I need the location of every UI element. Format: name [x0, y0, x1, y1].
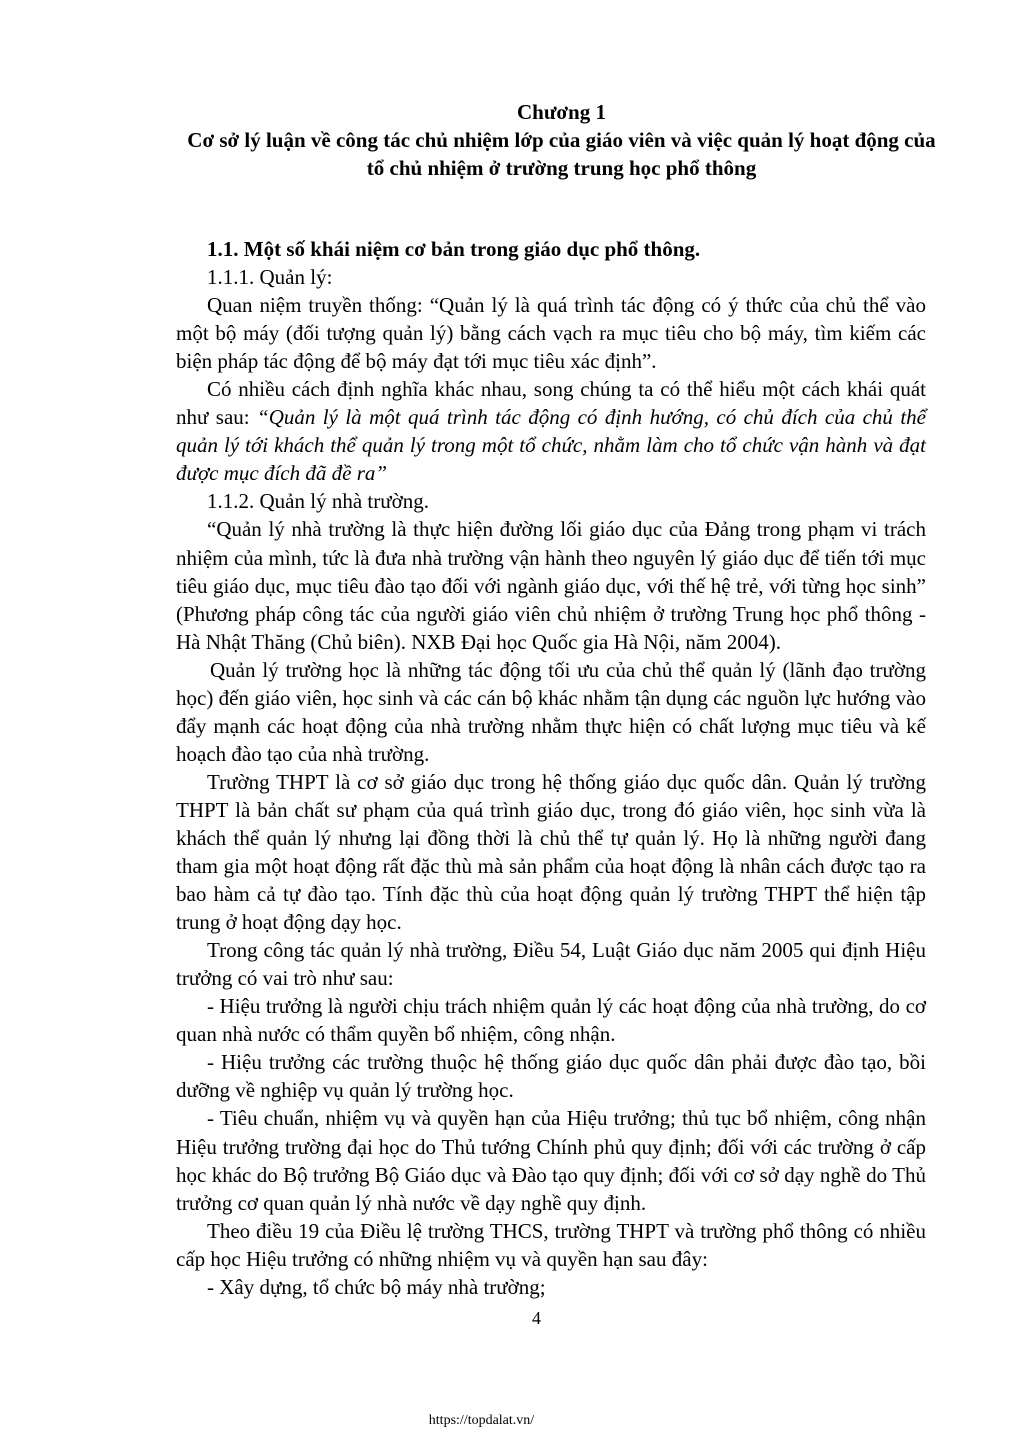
chapter-title [50, 126, 1023, 182]
footer-url[interactable]: https://topdalat.vn/ [428, 1413, 535, 1428]
paragraph-definition [176, 375, 926, 487]
paragraph: “Quản lý nhà trường là thực hiện đường lối giáo dục của Đảng trong phạm vi trách nhiệm của mình, tức là đưa nhà trường vận hành theo nguyên lý giáo dục để tiến tới mục tiêu giáo dục, mục tiêu đào tạo đối với ngành giáo dục, với thế hệ trẻ, với từng học sinh” (Phương pháp công tác của người giáo viên chủ nhiệm ở trường Trung học phổ thông - Hà Nhật Thăng (Chủ biên). NXB Đại học Quốc gia Hà Nội, năm 2004). [176, 517, 926, 654]
list-item: - Hiệu trưởng các trường thuộc hệ thống giáo dục quốc dân phải được đào tạo, bồi dưỡng về nghiệp vụ quản lý trường học. [176, 1050, 926, 1103]
paragraph: Quản lý trường học là những tác động tối ưu của chủ thể quản lý (lãnh đạo trường học) đến giáo viên, học sinh và các cán bộ khác nhằm tận dụng các nguồn lực hướng vào đẩy mạnh các hoạt động của nhà trường nhằm thực hiện có chất lượng mục tiêu và kế hoạch đào tạo của nhà trường. [176, 657, 926, 766]
section-heading: 1.1. Một số khái niệm cơ bản trong giáo dục phổ thông. [207, 237, 701, 261]
list-item: - Xây dựng, tổ chức bộ máy nhà trường; [207, 1274, 546, 1299]
definition-quote: “Quản lý là một quá trình tác động có định hướng, có chủ đích của chủ thể quản lý tới khách thể quản lý trong một tổ chức, nhằm làm cho tổ chức vận hành và đạt được mục đích đã đề ra” [176, 405, 926, 486]
chapter-title-text: Cơ sở lý luận về công tác chủ nhiệm lớp của giáo viên và việc quản lý hoạt động của tổ chủ nhiệm ở trường trung học phổ thông [187, 128, 936, 180]
chapter-number: Chương 1 [516, 100, 606, 124]
definition-lead: Có nhiều cách định nghĩa khác nhau, song chúng ta có thể hiểu một cách khái quát như sau: [176, 377, 926, 430]
list-item: - Tiêu chuẩn, nhiệm vụ và quyền hạn của Hiệu trưởng; thủ tục bổ nhiệm, công nhận Hiệu trưởng trường đại học do Thủ tướng Chính phủ quy định; đối với các trường ở cấp học khác do Bộ trưởng Bộ Giáo dục và Đào tạo quy định; đối với cơ sở dạy nghề do Thủ trưởng cơ quan quản lý nhà nước về dạy nghề quy định. [176, 1106, 926, 1215]
subsection-heading-2: 1.1.2. Quản lý nhà trường. [207, 489, 429, 514]
subsection-heading-1: 1.1.1. Quản lý: [207, 265, 333, 290]
paragraph: Quan niệm truyền thống: “Quản lý là quá trình tác động có ý thức của chủ thể vào một bộ máy (đối tượng quản lý) bằng cách vạch ra mục tiêu cho bộ máy, tìm kiếm các biện pháp tác động để bộ máy đạt tới mục tiêu xác định”. [176, 293, 926, 374]
page-number: 4 [532, 1308, 541, 1328]
list-item: - Hiệu trưởng là người chịu trách nhiệm quản lý các hoạt động của nhà trường, do cơ quan nhà nước có thẩm quyền bổ nhiệm, công nhận. [176, 994, 926, 1047]
paragraph: Theo điều 19 của Điều lệ trường THCS, trường THPT và trường phổ thông có nhiều cấp học Hiệu trưởng có những nhiệm vụ và quyền hạn sau đây: [176, 1218, 926, 1271]
document-body [176, 235, 926, 1301]
paragraph: Trường THPT là cơ sở giáo dục trong hệ thống giáo dục quốc dân. Quản lý trường THPT là bản chất sư phạm của quá trình giáo dục, trong đó giáo viên, học sinh vừa là khách thể quản lý nhưng lại đồng thời là chủ thể tự quản lý. Họ là những người đang tham gia một hoạt động rất đặc thù mà sản phẩm của hoạt động là nhân cách được tạo ra bao hàm cả tự đào tạo. Tính đặc thù của hoạt động quản lý trường THPT thể hiện tập trung ở hoạt động dạy học. [176, 769, 926, 935]
paragraph: Trong công tác quản lý nhà trường, Điều 54, Luật Giáo dục năm 2005 qui định Hiệu trưởng có vai trò như sau: [176, 938, 926, 991]
